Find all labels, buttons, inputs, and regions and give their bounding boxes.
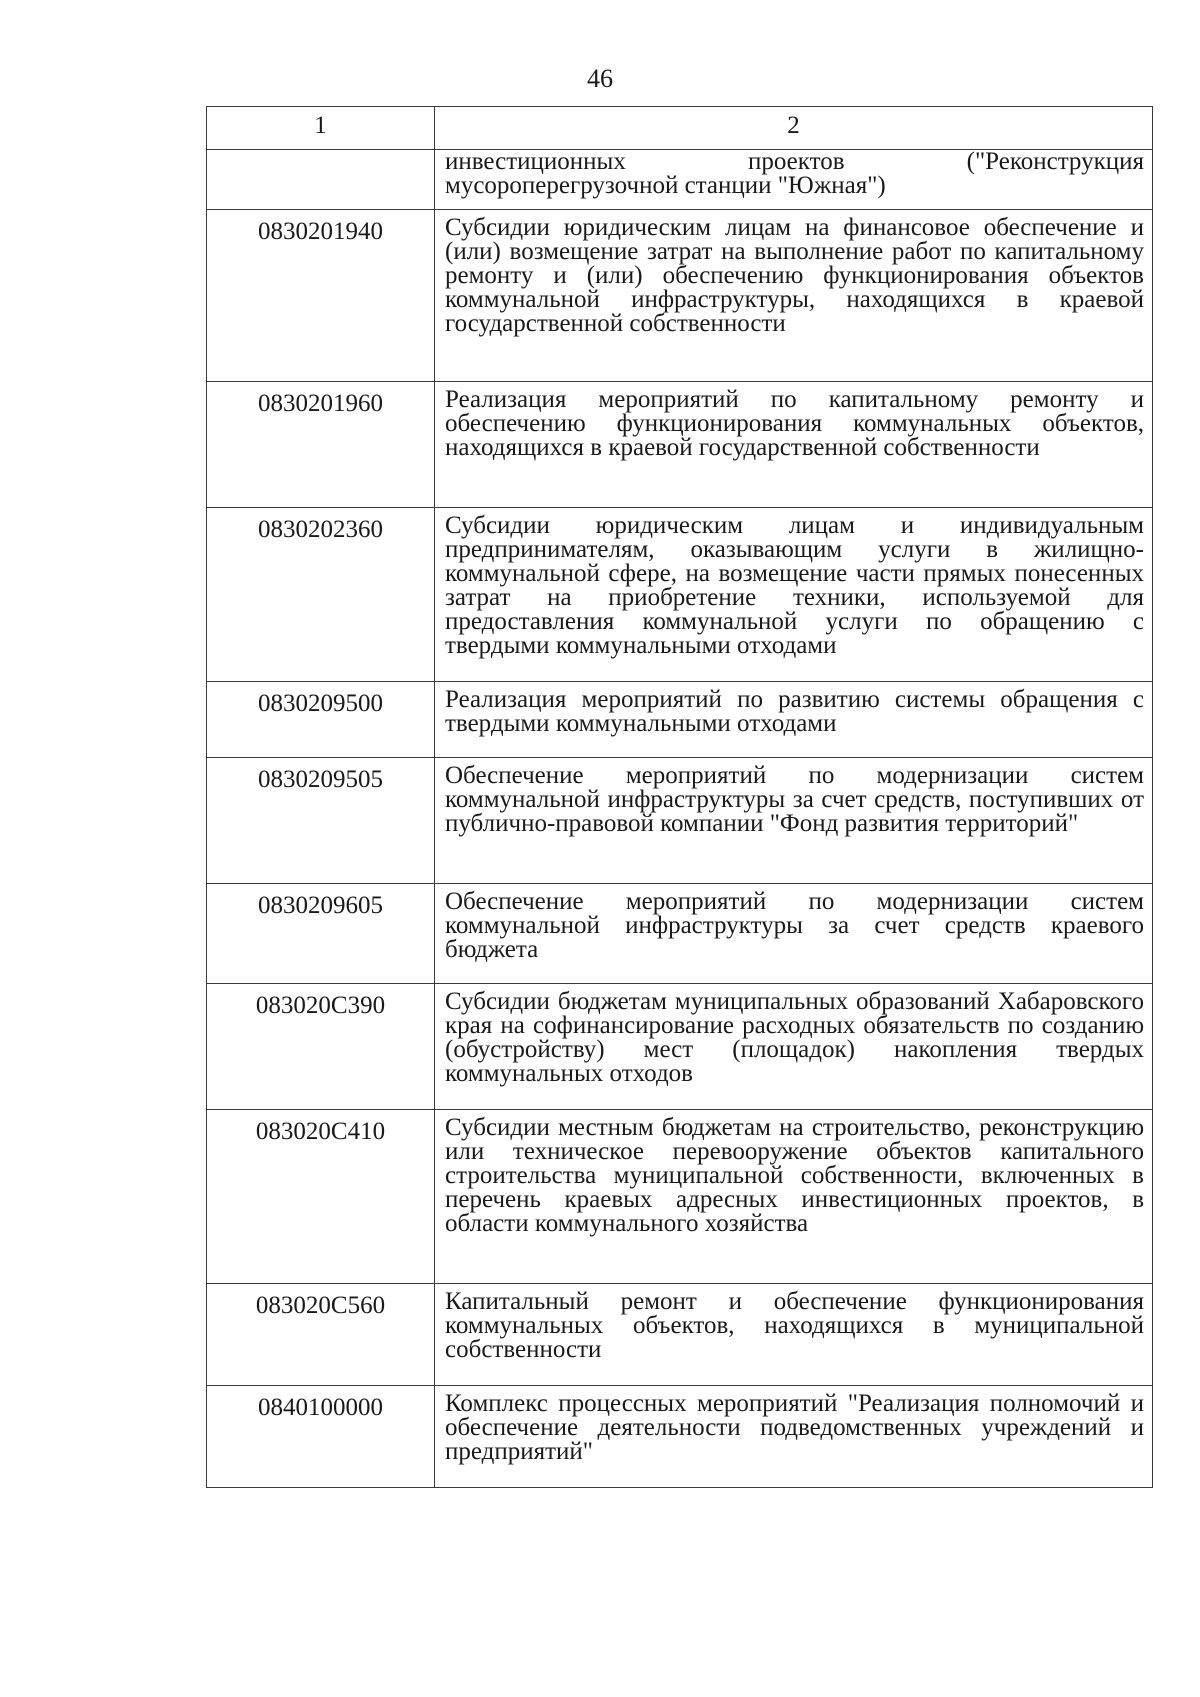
row-code: 083020С560 [207, 1284, 435, 1386]
table-header-row [207, 107, 1153, 150]
row-name: Субсидии юридическим лицам и индивидуальным предпринимателям, оказывающим услуги в жилищно-коммунальной сфере, на возмещение части прямых понесенных затрат на приобретение техники, используемой для предоставления коммунальной услуги по обращению с твердыми коммунальными отходами [435, 508, 1153, 682]
table-row [207, 508, 1153, 682]
row-code: 0830202360 [207, 508, 435, 682]
row-code: 0830201960 [207, 382, 435, 508]
table-row [207, 682, 1153, 758]
row-name: Капитальный ремонт и обеспечение функционирования коммунальных объектов, находящихся в муниципальной собственности [435, 1284, 1153, 1386]
row-code [207, 150, 435, 210]
table-row [207, 1386, 1153, 1488]
row-code: 083020С390 [207, 984, 435, 1110]
row-name: Комплекс процессных мероприятий "Реализация полномочий и обеспечение деятельности подведомственных учреждений и предприятий" [435, 1386, 1153, 1488]
row-code: 083020С410 [207, 1110, 435, 1284]
row-name: Субсидии юридическим лицам на финансовое обеспечение и (или) возмещение затрат на выполнение работ по капитальному ремонту и (или) обеспечению функционирования объектов коммунальной инфраструктуры, находящихся в краевой государственной собственности [435, 210, 1153, 382]
row-code: 0840100000 [207, 1386, 435, 1488]
table-row [207, 150, 1153, 210]
row-code: 0830209605 [207, 884, 435, 984]
row-name: Субсидии бюджетам муниципальных образований Хабаровского края на софинансирование расходных обязательств по созданию (обустройству) мест (площадок) накопления твердых коммунальных отходов [435, 984, 1153, 1110]
classification-table [206, 106, 1153, 1488]
row-name: Обеспечение мероприятий по модернизации систем коммунальной инфраструктуры за счет средств краевого бюджета [435, 884, 1153, 984]
row-code: 0830201940 [207, 210, 435, 382]
table-row [207, 758, 1153, 884]
row-name: Реализация мероприятий по капитальному ремонту и обеспечению функционирования коммунальных объектов, находящихся в краевой государственной собственности [435, 382, 1153, 508]
row-name: Субсидии местным бюджетам на строительство, реконструкцию или техническое перевооружение объектов капитального строительства муниципальной собственности, включенных в перечень краевых адресных инвестиционных проектов, в области коммунального хозяйства [435, 1110, 1153, 1284]
table-row [207, 984, 1153, 1110]
table-row [207, 884, 1153, 984]
table-row [207, 1110, 1153, 1284]
row-name: Обеспечение мероприятий по модернизации систем коммунальной инфраструктуры за счет средств, поступивших от публично-правовой компании "Фонд развития территорий" [435, 758, 1153, 884]
page-number: 46 [587, 64, 613, 93]
row-code: 0830209505 [207, 758, 435, 884]
row-code: 0830209500 [207, 682, 435, 758]
row-name: Реализация мероприятий по развитию системы обращения с твердыми коммунальными отходами [435, 682, 1153, 758]
table-row [207, 210, 1153, 382]
row-name: инвестиционных проектов ("Реконструкция мусороперегрузочной станции "Южная") [435, 150, 1153, 210]
table-row [207, 1284, 1153, 1386]
column-header-2: 2 [435, 107, 1153, 150]
table-row [207, 382, 1153, 508]
column-header-1: 1 [207, 107, 435, 150]
